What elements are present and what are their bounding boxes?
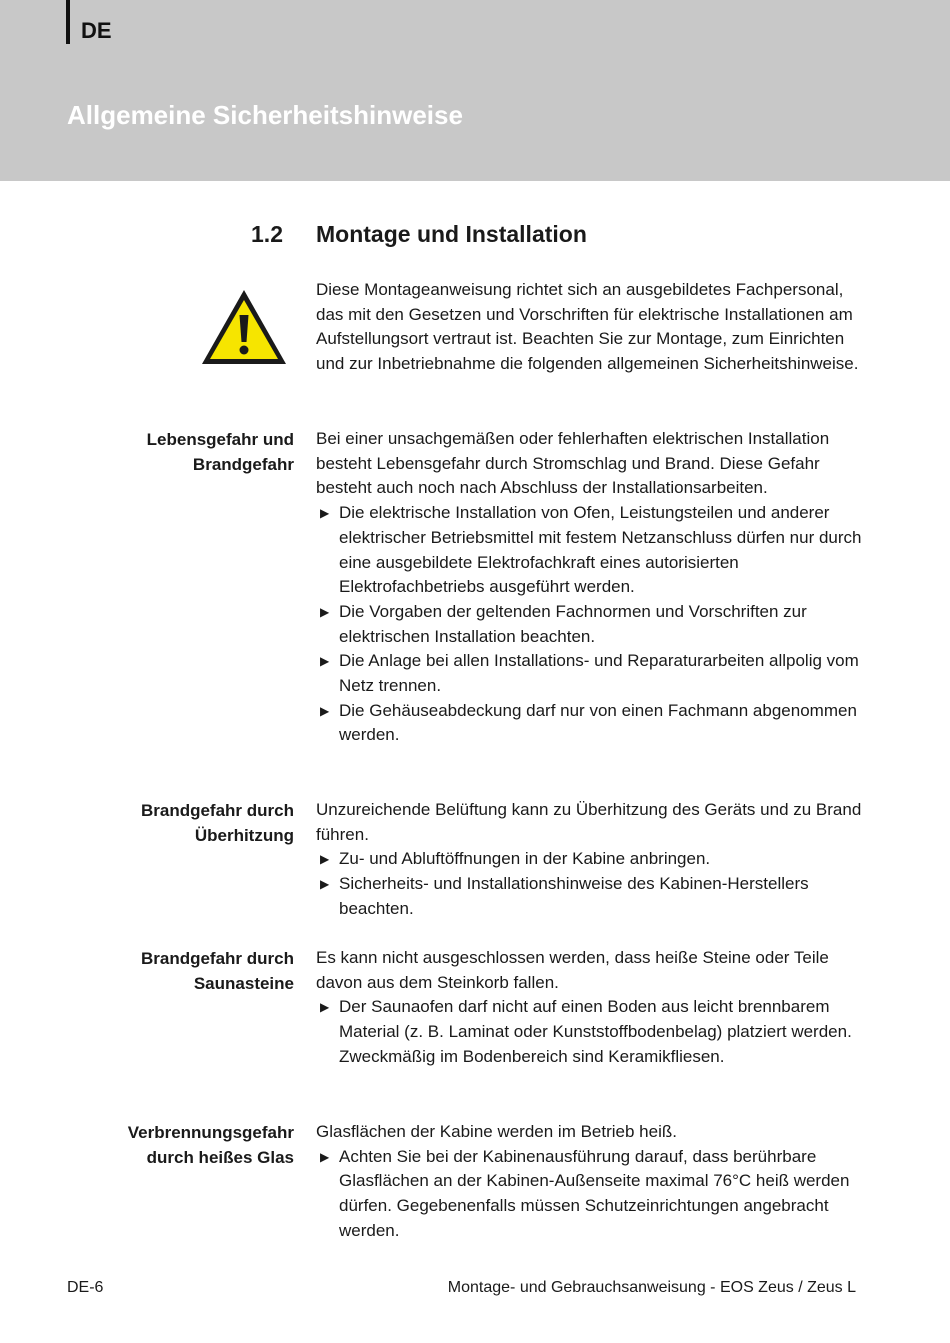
language-code: DE (81, 18, 112, 43)
list-item: ▶ Der Saunaofen darf nicht auf einen Boden aus leicht brennbarem Material (z. B. Laminat oder Kunststoffbodenbelag) platziert werden. Zweckmäßig im Bodenbereich sind Keramikfliesen. (320, 997, 852, 1066)
section-number: 1.2 (251, 221, 283, 247)
bullet-arrow-icon: ▶ (320, 654, 330, 669)
warning-triangle-icon (199, 287, 289, 367)
hazard-label-hot-glass: Verbrennungsgefahr durch heißes Glas (127, 1123, 294, 1167)
hazard-text-electrical: Bei einer unsachgemäßen oder fehlerhaften elektrischen Installation besteht Lebensgefahr durch Stromschlag und Brand. Diese Gefahr besteht auch noch nach Abschluss der Installationsarbeiten. ▶ Die elektrische Installation von Ofen, Leistungsteilen und anderer elektrischer Betriebsmittel mit festem Netzanschluss dürfen nur durch eine ausgebildete Elektrofachkraft eines autorisierten Elektrofachbetriebs ausgeführt werden. ▶ Die Vorgaben der geltenden Fachnormen und Vorschriften zur elektrischen Installation beachten. ▶ Die Anlage bei allen Installations- und Reparaturarbeiten allpolig vom Netz trennen. ▶ Die Gehäuseabdeckung darf nur von einen Fachmann abgenommen werden. (316, 427, 864, 748)
bullet-arrow-icon: ▶ (320, 1000, 330, 1015)
hazard-text-sauna-stones: Es kann nicht ausgeschlossen werden, dass heiße Steine oder Teile davon aus dem Steinkorb fallen. ▶ Der Saunaofen darf nicht auf einen Boden aus leicht brennbarem Material (z. B. Laminat oder Kunststoffbodenbelag) platziert werden. Zweckmäßig im Bodenbereich sind Keramikfliesen. (316, 946, 864, 1070)
language-marker-bar (66, 0, 70, 44)
list-item: ▶ Die Gehäuseabdeckung darf nur von einen Fachmann abgenommen werden. (320, 700, 857, 745)
list-item: ▶ Achten Sie bei der Kabinenausführung darauf, dass berührbare Glasflächen an der Kabinen-Außenseite maximal 76°C heiß werden dürfen. Gegebenenfalls müssen Schutzeinrichtungen angebracht werden. (320, 1146, 850, 1240)
bullet-arrow-icon: ▶ (320, 852, 330, 867)
hazard-text-overheating: Unzureichende Belüftung kann zu Überhitzung des Geräts und zu Brand führen. ▶ Zu- und Abluftöffnungen in der Kabine anbringen. ▶ Sicherheits- und Installationshinweise des Kabinen-Herstellers beachten. (316, 798, 864, 922)
list-item: ▶ Die elektrische Installation von Ofen, Leistungsteilen und anderer elektrischer Betriebsmittel mit festem Netzanschluss dürfen nur durch eine ausgebildete Elektrofachkraft eines autorisierten Elektrofachbetriebs ausgeführt werden. (320, 503, 862, 597)
bullet-arrow-icon: ▶ (320, 877, 330, 892)
header-band (0, 0, 950, 181)
bullet-arrow-icon: ▶ (320, 703, 330, 718)
page-number: DE-6 (67, 1279, 104, 1296)
list-item: ▶ Die Anlage bei allen Installations- und Reparaturarbeiten allpolig vom Netz trennen. (320, 651, 859, 696)
list-item: ▶ Zu- und Abluftöffnungen in der Kabine anbringen. (316, 847, 864, 872)
bullet-arrow-icon: ▶ (320, 506, 330, 521)
bullet-arrow-icon: ▶ (320, 1149, 330, 1164)
bullet-arrow-icon: ▶ (320, 604, 330, 619)
hazard-label-sauna-stones: Brandgefahr durch Saunasteine (140, 949, 294, 993)
hazard-label-electrical: Lebensgefahr und Brandgefahr (146, 430, 294, 474)
list-item: ▶ Sicherheits- und Installationshinweise des Kabinen-Herstellers beachten. (320, 874, 809, 918)
document-title: Montage- und Gebrauchsanweisung - EOS Zeus / Zeus L (447, 1279, 856, 1296)
section-title: Montage und Installation (316, 221, 587, 247)
hazard-label-overheating: Brandgefahr durch Überhitzung (140, 801, 294, 845)
chapter-title: Allgemeine Sicherheitshinweise (67, 100, 463, 130)
list-item: ▶ Die Vorgaben der geltenden Fachnormen und Vorschriften zur elektrischen Installation beachten. (320, 601, 807, 646)
intro-paragraph: Diese Montageanweisung richtet sich an ausgebildetes Fachpersonal, das mit den Gesetzen und Vorschriften für elektrische Installationen am Aufstellungsort vertraut ist. Beachten Sie zur Montage, zum Einrichten und zur Inbetriebnahme die folgenden allgemeinen Sicherheitshinweise. (316, 280, 859, 374)
hazard-text-hot-glass: Glasflächen der Kabine werden im Betrieb heiß. ▶ Achten Sie bei der Kabinenausführung darauf, dass berührbare Glasflächen an der Kabinen-Außenseite maximal 76°C heiß werden dürfen. Gegebenenfalls müssen Schutzeinrichtungen angebracht werden. (316, 1120, 864, 1244)
